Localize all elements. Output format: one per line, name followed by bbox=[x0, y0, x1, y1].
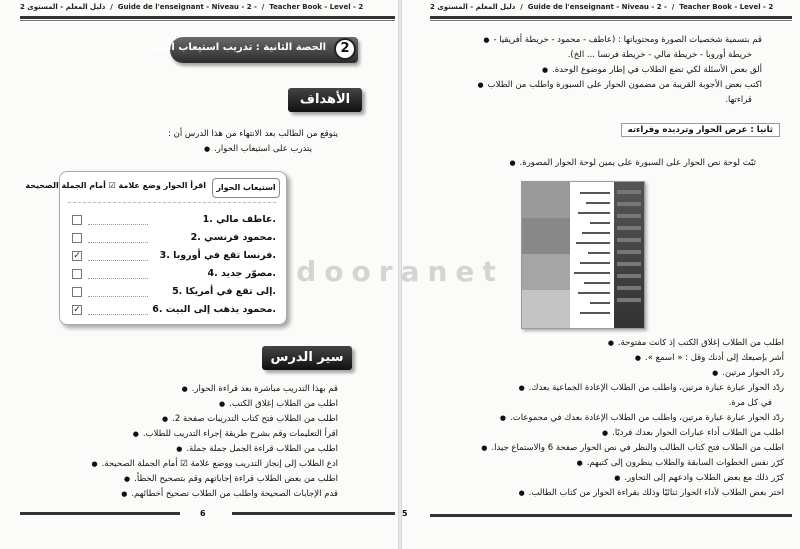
exercise-tab: استيعاب الحوار bbox=[212, 178, 280, 198]
right-header: دليل المعلم - المستوى 2 / Guide de l'enseignant - Niveau - 2 - / Teacher Book - Level - 2 bbox=[430, 3, 774, 11]
dialogue-step: ردّد الحوار مرتين. ● bbox=[712, 367, 784, 379]
intro-item-continued: قراءتها. bbox=[725, 95, 752, 105]
dotted-line bbox=[88, 242, 148, 243]
dotted-line bbox=[88, 296, 148, 297]
exercise-text: 3. فرنسا تقع في أوروبا. bbox=[159, 250, 276, 261]
section-banner bbox=[145, 37, 358, 63]
right-header-english: Teacher Book - Level - 2 bbox=[679, 3, 774, 11]
dialogue-step: اطلب من الطلاب فتح كتاب الطالب والنظر في نص الحوار صفحة 6 والاستماع جيدا. ● bbox=[481, 442, 784, 454]
exercise-text: 6. محمود يذهب إلى البيت. bbox=[152, 304, 276, 315]
section-number: 2 bbox=[334, 38, 356, 60]
footer-rule-right bbox=[232, 512, 395, 515]
dialogue-step: ردّد الحوار عبارة عبارة مرتين، واطلب من الطلاب الإعادة الجماعية بعدك. ● bbox=[519, 382, 784, 394]
lesson-step: اقرأ التعليمات وقم بشرح طريقة إجراء التدريب للطلاب. ● bbox=[133, 428, 338, 440]
lesson-step: اطلب من الطلاب إغلاق الكتب. ● bbox=[219, 398, 338, 410]
right-header-french: Guide de l'enseignant - Niveau - 2 - bbox=[527, 3, 667, 11]
footer-rule bbox=[430, 514, 792, 517]
comic-panel bbox=[522, 182, 570, 220]
header-rule bbox=[430, 16, 792, 19]
exercise-text: 4. مصوّر جديد. bbox=[207, 268, 276, 279]
exercise-checkbox[interactable] bbox=[72, 233, 82, 243]
intro-item: اكتب بعض الأجوبة القريبة من مضمون الحوار على السبورة واطلب من الطلاب ● bbox=[478, 79, 762, 91]
lesson-step: ادع الطلاب إلى إنجاز التدريب ووضع علامة ☑ أمام الجملة الصحيحة. ● bbox=[91, 458, 338, 470]
lesson-step: اطلب من الطلاب قراءة الجمل جملة جملة. ● bbox=[176, 443, 338, 455]
dialogue-step: كرّر ذلك مع بعض الطلاب وادعهم إلى التحاور. ● bbox=[614, 472, 784, 484]
dialogue-step: كرّر نفس الخطوات السابقة والطلاب ينظرون إلى كتبهم. ● bbox=[577, 457, 784, 469]
exercise-row bbox=[68, 303, 278, 319]
exercise-checkbox-checked[interactable]: ✓ bbox=[73, 251, 81, 261]
exercise-text: 5. إلى تقع في أمريكا. bbox=[172, 286, 276, 297]
page-number: 5 bbox=[402, 509, 408, 518]
watermark-text: dooranet bbox=[296, 255, 504, 288]
section-title: الحصة الثانية : تدريب استيعاب الحوار bbox=[145, 42, 326, 53]
intro-item-continued: خريطة أوروبا - خريطة مالي - خريطة فرنسا ... الخ). bbox=[567, 50, 752, 60]
lesson-tag: سير الدرس bbox=[262, 346, 352, 370]
goals-tag: الأهداف bbox=[288, 88, 362, 112]
exercise-instruction: اقرأ الحوار وضع علامة ☑ أمام الجملة الصحيحة bbox=[25, 181, 206, 190]
goal-item: يتدرب على استيعاب الحوار. ● bbox=[204, 143, 312, 155]
dialogue-step: اطلب من الطلاب إغلاق الكتب إذ كانت مفتوحة. ● bbox=[608, 337, 784, 349]
exercise-divider bbox=[68, 202, 276, 203]
left-header: دليل المعلم - المستوى 2 / Guide de l'enseignant - Niveau - 2 - / Teacher Book - Level - 2 bbox=[20, 3, 364, 11]
dialogue-step: أشر بإصبعك إلى أذنك وقل : « اسمع ». ● bbox=[635, 352, 784, 364]
right-header-arabic: دليل المعلم - المستوى 2 bbox=[430, 3, 516, 11]
goals-intro: يتوقع من الطالب بعد الانتهاء من هذا الدرس أن : bbox=[168, 129, 338, 139]
board-item: ثبّت لوحة نص الحوار على السبورة على يمين لوحة الحوار المصورة. ● bbox=[509, 157, 756, 169]
exercise-row bbox=[68, 285, 278, 301]
header-rule bbox=[20, 16, 395, 19]
exercise-row bbox=[68, 231, 278, 247]
footer-rule-left bbox=[20, 512, 180, 515]
left-header-arabic: دليل المعلم - المستوى 2 bbox=[20, 3, 106, 11]
dialogue-step: اختر بعض الطلاب لأداء الحوار ثنائيًا وذلك بقراءة الحوار من كتاب الطالب. ● bbox=[519, 487, 784, 499]
header-rule-thin bbox=[20, 20, 395, 21]
section-two-heading: ثانيا : عرض الحوار وترديده وقراءته bbox=[621, 123, 780, 137]
lesson-step: قم بهذا التدريب مباشرة بعد قراءة الحوار. ● bbox=[182, 383, 338, 395]
exercise-box bbox=[25, 171, 287, 325]
left-header-english: Teacher Book - Level - 2 bbox=[269, 3, 364, 11]
lesson-step: اطلب من الطلاب فتح كتاب التدريبات صفحة 2. ● bbox=[162, 413, 338, 425]
dotted-line bbox=[88, 224, 148, 225]
exercise-checkbox-checked[interactable]: ✓ bbox=[73, 305, 81, 315]
dialogue-step: ردّد الحوار عبارة عبارة مرتين، واطلب من الطلاب الإعادة بعدك في مجموعات. ● bbox=[500, 412, 784, 424]
comic-panel bbox=[522, 218, 570, 256]
intro-item: ألق بعض الأسئلة لكي تضع الطلاب في إطار موضوع الوحدة. ● bbox=[542, 64, 762, 76]
exercise-checkbox[interactable] bbox=[72, 287, 82, 297]
left-header-french: Guide de l'enseignant - Niveau - 2 - bbox=[117, 3, 257, 11]
exercise-checkbox[interactable] bbox=[72, 215, 82, 225]
lesson-step: قدم الإجابات الصحيحة واطلب من الطلاب تصحيح أخطائهم. ● bbox=[121, 488, 338, 500]
intro-item: قم بتسمية شخصيات الصورة ومحتوياتها : (عاطف - محمود - خريطة أفريقيا - ● bbox=[483, 34, 762, 46]
dotted-line bbox=[88, 314, 148, 315]
exercise-row bbox=[68, 213, 278, 229]
lesson-step: اطلب من بعض الطلاب قراءة إجاباتهم وقم بتصحيح الخطأ. ● bbox=[124, 473, 338, 485]
dialogue-step-continued: في كل مرة. bbox=[728, 398, 772, 408]
comic-panel bbox=[522, 290, 570, 329]
exercise-text: 1. عاطف مالي. bbox=[202, 214, 276, 225]
dialogue-step: اطلب من الطلاب أداء عبارات الحوار بعدك فرديًا. ● bbox=[602, 427, 784, 439]
exercise-text: 2. محمود فرنسي. bbox=[190, 232, 276, 243]
header-rule-thin bbox=[430, 20, 792, 21]
page-number: 6 bbox=[200, 509, 206, 518]
